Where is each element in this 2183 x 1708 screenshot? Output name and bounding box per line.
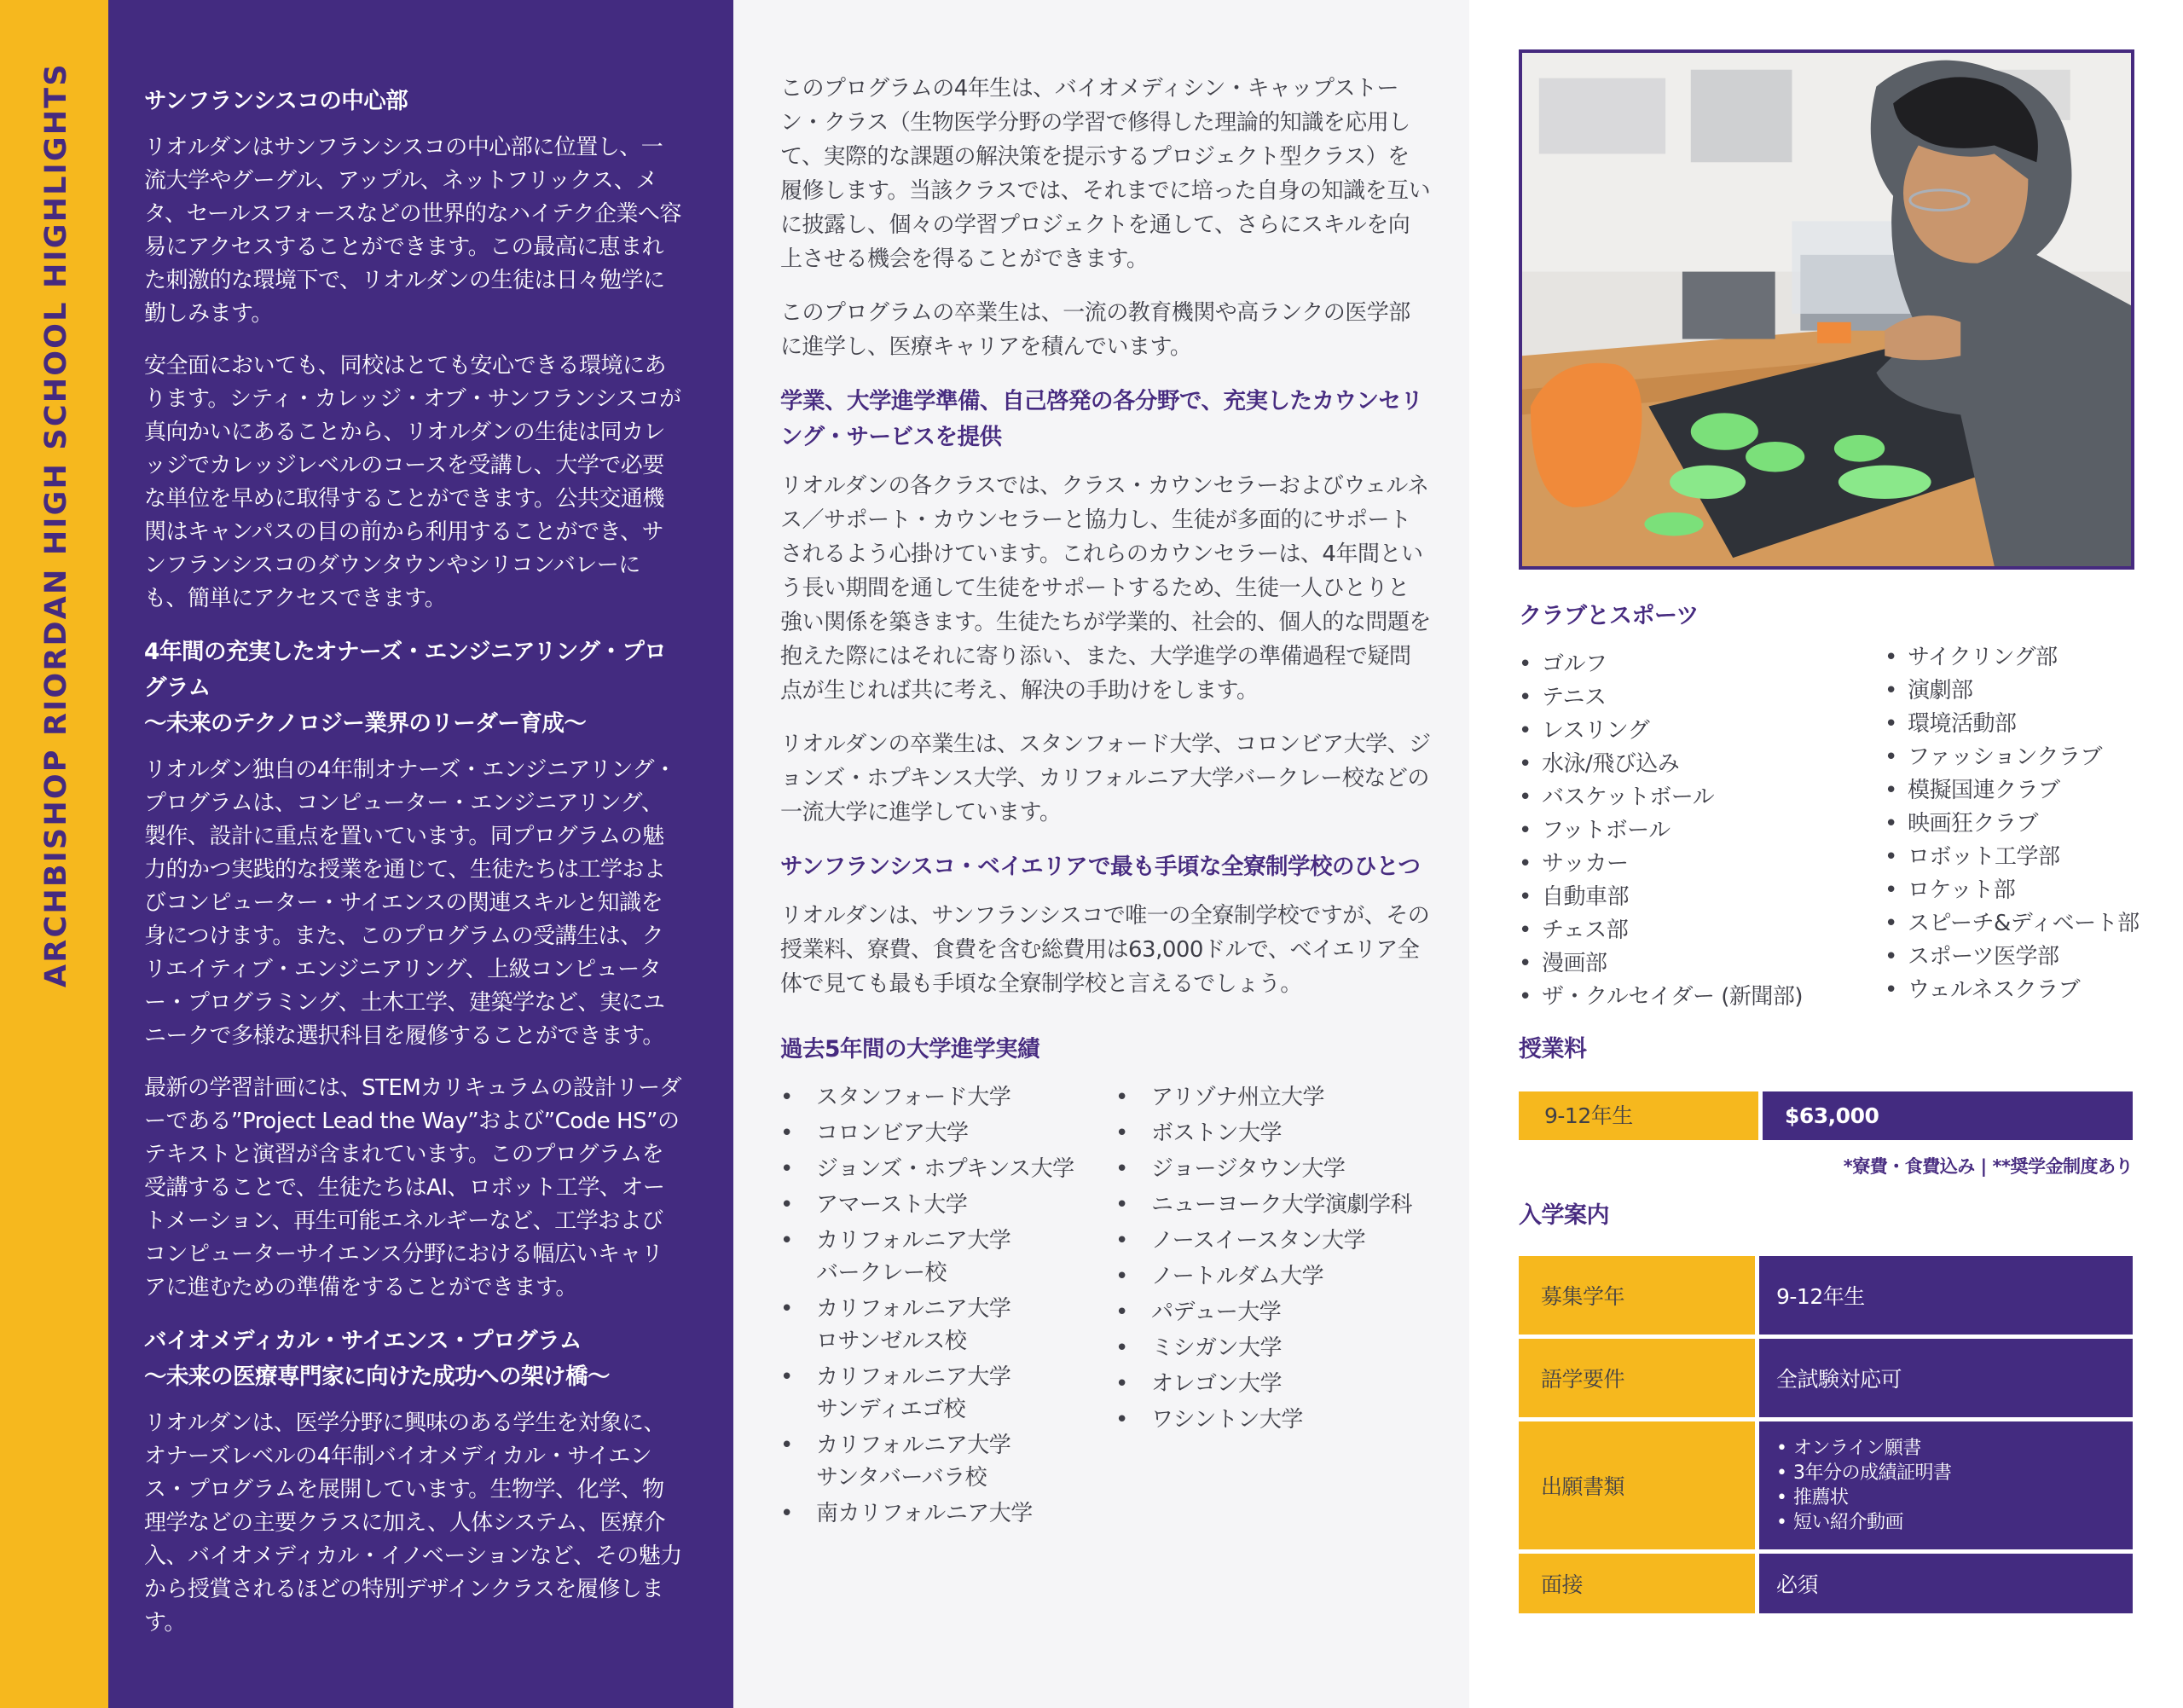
university-item: • ノートルダム大学: [1115, 1260, 1412, 1293]
heading-tuition: 授業料: [1519, 1036, 1587, 1062]
club-item: • 漫画部: [1519, 947, 1803, 981]
admission-document-item: • 3年分の成績証明書: [1776, 1461, 1952, 1485]
heading-engineering-line1: 4年間の充実したオナーズ・エンジニアリング・プログラム: [144, 639, 667, 701]
admission-document-item: • 推薦状: [1776, 1485, 1952, 1510]
university-item: • カリフォルニア大学 サンタバーバラ校: [780, 1429, 1115, 1494]
club-item: • ウェルネスクラブ: [1885, 974, 2140, 1007]
heading-counseling: 学業、大学進学準備、自己啓発の各分野で、充実したカウンセリング・サービスを提供: [780, 388, 1423, 450]
club-item: • 映画狂クラブ: [1885, 808, 2140, 841]
club-item: • 自動車部: [1519, 881, 1803, 914]
tuition-grade: 9-12年生: [1519, 1091, 1758, 1140]
paragraph-boarding-cost: リオルダンは、サンフランシスコで唯一の全寮制学校ですが、その授業料、寮費、食費を含む総費用は63,000ドルで、ベイエリア全体で見ても最も手頃な全寮制学校と言えるでしょう。: [780, 903, 1430, 997]
paragraph-graduates-universities: リオルダンの卒業生は、スタンフォード大学、コロンビア大学、ジョンズ・ホプキンス大学、カリフォルニア大学バークレー校などの一流大学に進学しています。: [780, 732, 1431, 825]
university-item: • オレゴン大学: [1115, 1368, 1412, 1400]
university-item: • ノースイースタン大学: [1115, 1225, 1412, 1257]
paragraph-engineering-curriculum: 最新の学習計画には、STEMカリキュラムの設計リーダーである”Project Lead the Way”および”Code HS”のテキストと演習が含まれています。このプログラムを受講することで、生徒たちはAI、ロボット工学、オートメーション、再生可能エネルギーなど、工学およびコンピューターサイエンス分野における幅広いキャリアに進むための準備をすることができます。: [144, 1075, 681, 1300]
club-item: • スピーチ&ディベート部: [1885, 907, 2140, 941]
university-item: • アマースト大学: [780, 1189, 1115, 1221]
university-item: • ニューヨーク大学演劇学科: [1115, 1189, 1412, 1221]
admission-table: [1519, 1256, 2133, 1618]
tuition-table: [1519, 1091, 2133, 1140]
club-item: • 演劇部: [1885, 675, 2140, 708]
heading-engineering-line2: 〜未来のテクノロジー業界のリーダー育成〜: [144, 710, 587, 737]
heading-admission: 入学案内: [1519, 1202, 1609, 1229]
admission-document-item: • オンライン願書: [1776, 1436, 1952, 1461]
admission-grades-value: 9-12年生: [1759, 1256, 2133, 1335]
tuition-amount: $63,000: [1763, 1091, 2133, 1140]
admission-interview-label: 面接: [1519, 1554, 1755, 1613]
paragraph-capstone: このプログラムの4年生は、バイオメディシン・キャップストーン・クラス（生物医学分野の学習で修得した理論的知識を応用して、実際的な課題の解決策を提示するプロジェクト型クラス）を履修します。当該クラスでは、それまでに培った自身の知識を互いに披露し、個々の学習プロジェクトを通して、さらにスキルを向上させる機会を得ることができます。: [780, 76, 1431, 272]
admission-language-label: 語学要件: [1519, 1339, 1755, 1417]
club-item: • 水泳/飛び込み: [1519, 748, 1803, 781]
university-item: • ジョンズ・ホプキンス大学: [780, 1153, 1115, 1185]
admission-row-grades: [1519, 1256, 2133, 1335]
university-lists: [780, 1081, 1431, 1533]
university-item: • ジョージタウン大学: [1115, 1153, 1412, 1185]
university-item: • アリゾナ州立大学: [1115, 1081, 1412, 1114]
paragraph-engineering-overview: リオルダン独自の4年制オナーズ・エンジニアリング・プログラムは、コンピューター・エンジニアリング、製作、設計に重点を置いています。同プログラムの魅力的かつ実践的な授業を通じて、生徒たちは工学およびコンピューター・サイエンスの関連スキルと知識を身につけます。また、このプログラムの受講生は、クリエイティブ・エンジニアリング、上級コンピューター・プログラミング、土木工学、建築学など、実にユニークで多様な選択科目を履修することができます。: [144, 757, 676, 1049]
heading-san-francisco-center: サンフランシスコの中心部: [144, 88, 408, 114]
heading-engineering-program: [144, 634, 682, 742]
club-item: • サッカー: [1519, 848, 1803, 881]
club-item: • ロケット部: [1885, 874, 2140, 907]
university-item: • カリフォルニア大学 サンディエゴ校: [780, 1361, 1115, 1426]
club-item: • チェス部: [1519, 914, 1803, 947]
heading-college-results: 過去5年間の大学進学実績: [780, 1036, 1039, 1062]
admission-documents-label: 出願書類: [1519, 1421, 1755, 1549]
admission-interview-value: 必須: [1759, 1554, 2133, 1613]
admission-grades-label: 募集学年: [1519, 1256, 1755, 1335]
paragraph-safety-access: 安全面においても、同校はとても安心できる環境にあります。シティ・カレッジ・オブ・サンフランシスコが真向かいにあることから、リオルダンの生徒は同カレッジでカレッジレベルのコースを受講し、大学で必要な単位を早めに取得することができます。公共交通機関はキャンパスの目の前から利用することができ、サンフランシスコのダウンタウンやシリコンバレーにも、簡単にアクセスできます。: [144, 353, 681, 611]
spine-title: ARCHBISHOP RIORDAN HIGH SCHOOL HIGHLIGHTS: [39, 62, 73, 987]
admission-document-item: • 短い紹介動画: [1776, 1510, 1952, 1535]
club-item: • ファッションクラブ: [1885, 741, 2140, 774]
paragraph-location: リオルダンはサンフランシスコの中心部に位置し、一流大学やグーグル、アップル、ネットフリックス、メタ、セールスフォースなどの世界的なハイテク企業へ容易にアクセスすることができます。この最高に恵まれた刺激的な環境下で、リオルダンの生徒は日々勉学に勤しみます。: [144, 135, 681, 327]
clubs-list-left: [1519, 648, 1803, 1014]
club-item: • バスケットボール: [1519, 781, 1803, 814]
club-item: • ゴルフ: [1519, 648, 1803, 681]
heading-biomedical-line1: バイオメディカル・サイエンス・プログラム: [144, 1328, 582, 1354]
club-item: • 模擬国連クラブ: [1885, 774, 2140, 808]
middle-column: [733, 0, 1469, 1708]
club-item: • ザ・クルセイダー (新聞部): [1519, 981, 1803, 1014]
tuition-note: *寮費・食費込み | **奨学金制度あり: [1843, 1156, 2133, 1177]
paragraph-graduates-medical: このプログラムの卒業生は、一流の教育機関や高ランクの医学部に進学し、医療キャリアを積んでいます。: [780, 300, 1410, 360]
university-item: • カリフォルニア大学 ロサンゼルス校: [780, 1293, 1115, 1358]
purple-column: [108, 0, 733, 1708]
university-item: • スタンフォード大学: [780, 1081, 1115, 1114]
admission-row-interview: [1519, 1554, 2133, 1613]
heading-biomedical-program: [144, 1323, 682, 1395]
paragraph-biomedical-overview: リオルダンは、医学分野に興味のある学生を対象に、オナーズレベルの4年制バイオメディカル・サイエンス・プログラムを展開しています。生物学、化学、物理学などの主要クラスに加え、人体システム、医療介入、バイオメディカル・イノベーションなど、その魅力から授賞されるほどの特別デザインクラスを履修します。: [144, 1410, 682, 1636]
club-item: • ロボット工学部: [1885, 841, 2140, 874]
university-list-right: [1115, 1081, 1412, 1533]
clubs-list-right: [1885, 641, 2140, 1007]
university-list-left: [780, 1081, 1115, 1533]
heading-biomedical-line2: 〜未来の医療専門家に向けた成功への架け橋〜: [144, 1364, 610, 1390]
university-item: • ワシントン大学: [1115, 1404, 1412, 1436]
club-item: • フットボール: [1519, 814, 1803, 848]
admission-language-value: 全試験対応可: [1759, 1339, 2133, 1417]
admission-documents-value: [1759, 1421, 2133, 1549]
gold-spine: [0, 0, 108, 1708]
university-item: • カリフォルニア大学 バークレー校: [780, 1225, 1115, 1289]
admission-documents-list: [1776, 1436, 1952, 1535]
university-item: • 南カリフォルニア大学: [780, 1497, 1115, 1530]
club-item: • スポーツ医学部: [1885, 941, 2140, 974]
club-item: • 環境活動部: [1885, 708, 2140, 741]
admission-row-documents: [1519, 1421, 2133, 1549]
club-item: • レスリング: [1519, 715, 1803, 748]
paragraph-counseling: リオルダンの各クラスでは、クラス・カウンセラーおよびウェルネス／サポート・カウンセラーと協力し、生徒が多面的にサポートされるよう心掛けています。これらのカウンセラーは、4年間という長い期間を通して生徒をサポートするため、生徒一人ひとりと強い関係を築きます。生徒たちが学業的、社会的、個人的な問題を抱えた際にはそれに寄り添い、また、大学進学の準備過程で疑問点が生じれば共に考え、解決の手助けをします。: [780, 473, 1431, 703]
heading-clubs-sports: クラブとスポーツ: [1519, 603, 1699, 629]
university-item: • パデュー大学: [1115, 1296, 1412, 1329]
photo-illustration: [1522, 53, 2131, 566]
admission-row-language: [1519, 1339, 2133, 1417]
university-item: • ボストン大学: [1115, 1117, 1412, 1149]
university-item: • ミシガン大学: [1115, 1332, 1412, 1364]
student-engineering-photo: [1519, 49, 2134, 570]
university-item: • コロンビア大学: [780, 1117, 1115, 1149]
club-item: • サイクリング部: [1885, 641, 2140, 675]
club-item: • テニス: [1519, 681, 1803, 715]
heading-affordable-boarding: サンフランシスコ・ベイエリアで最も手頃な全寮制学校のひとつ: [780, 854, 1421, 880]
